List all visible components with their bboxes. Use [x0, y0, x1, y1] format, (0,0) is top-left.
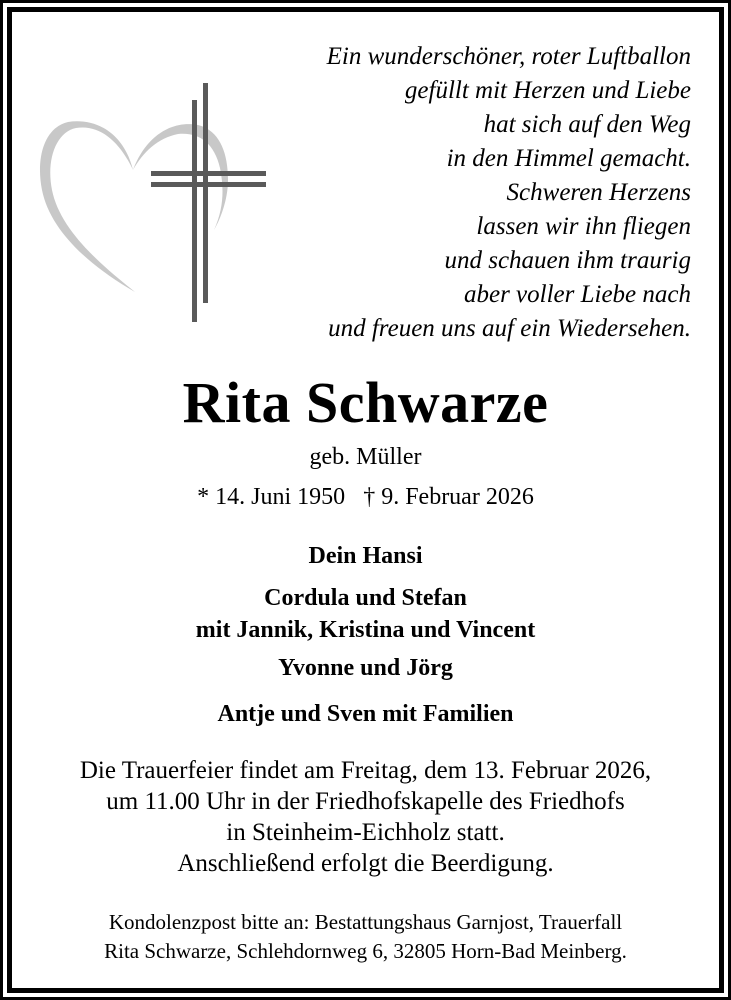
condolence-address [0, 908, 731, 966]
poem-line: lassen wir ihn fliegen [476, 213, 691, 240]
mourner: Cordula und Stefan [264, 585, 467, 611]
mourner: Antje und Sven mit Familien [217, 701, 514, 727]
poem-line: Schweren Herzens [506, 179, 691, 206]
poem-line: in den Himmel gemacht. [446, 145, 691, 172]
memorial-poem [221, 40, 691, 346]
service-line: Anschließend erfolgt die Beerdigung. [177, 850, 554, 877]
mourner: mit Jannik, Kristina und Vincent [195, 617, 536, 643]
death-date: † 9. Februar 2026 [363, 484, 534, 510]
mourners-list [0, 540, 731, 730]
service-line: Die Trauerfeier findet am Freitag, dem 13. Februar 2026, [79, 757, 652, 784]
poem-line: und freuen uns auf ein Wiedersehen. [328, 315, 691, 342]
service-line: in Steinheim-Eichholz statt. [226, 819, 505, 846]
condolence-line: Rita Schwarze, Schlehdornweg 6, 32805 Horn-Bad Meinberg. [104, 939, 627, 963]
poem-line: hat sich auf den Weg [483, 111, 691, 138]
service-line: um 11.00 Uhr in der Friedhofskapelle des Friedhofs [106, 788, 625, 815]
funeral-service-info [0, 755, 731, 879]
date-separator [345, 484, 363, 510]
condolence-line: Kondolenzpost bitte an: Bestattungshaus Garnjost, Trauerfall [108, 910, 623, 934]
life-dates [0, 481, 731, 513]
mourner: Dein Hansi [308, 543, 423, 569]
poem-line: und schauen ihm traurig [444, 247, 691, 274]
maiden-name: geb. Müller [309, 444, 422, 470]
poem-line: gefüllt mit Herzen und Liebe [404, 77, 691, 104]
birth-date: * 14. Juni 1950 [197, 484, 346, 510]
poem-line: Ein wunderschöner, roter Luftballon [326, 43, 691, 70]
heart-outline-icon [40, 121, 228, 292]
deceased-name: Rita Schwarze [182, 370, 549, 435]
poem-line: aber voller Liebe nach [463, 281, 691, 308]
mourner: Yvonne und Jörg [278, 655, 453, 681]
